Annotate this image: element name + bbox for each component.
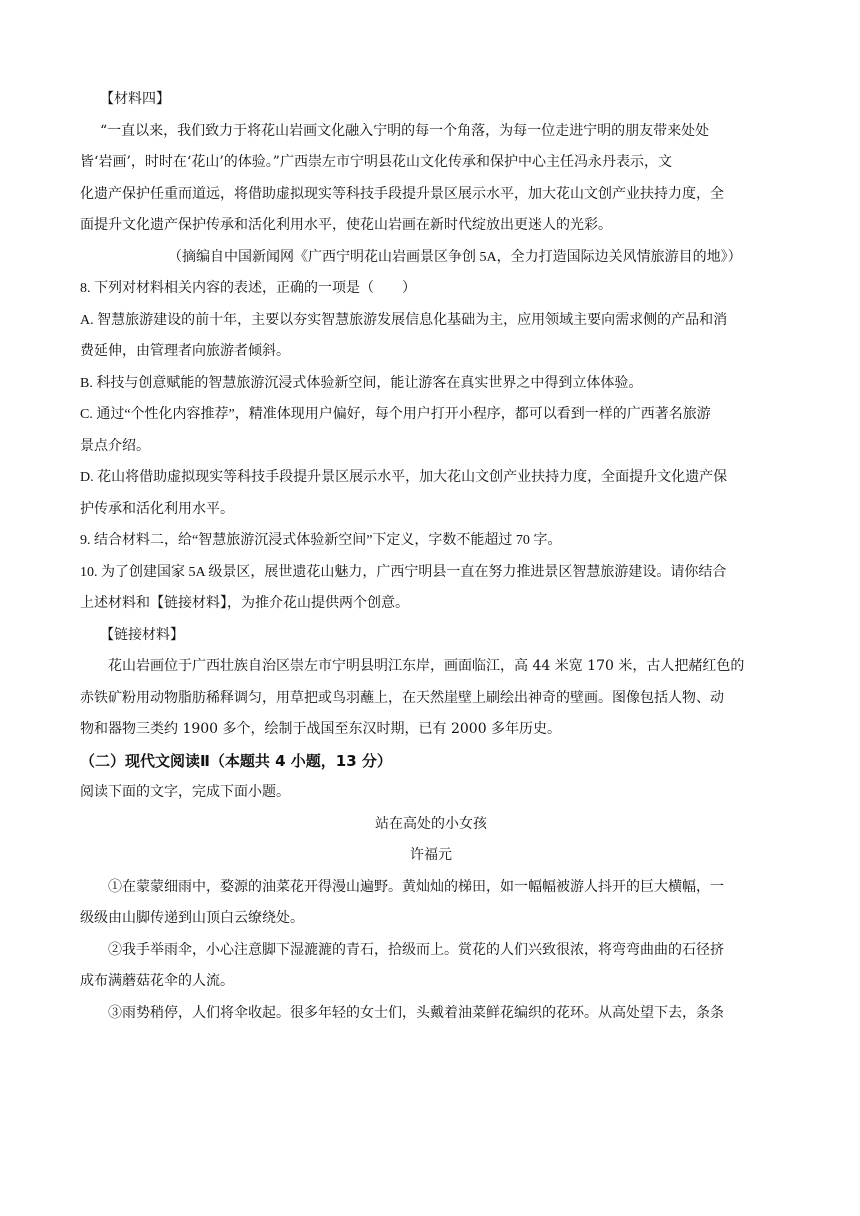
story-paragraph-2-line-1: ②我手举雨伞，小心注意脚下湿漉漉的青石，拾级而上。赏花的人们兴致很浓，将弯弯曲曲的石径挤 [108,941,724,958]
story-paragraph-1-line-1: ①在蒙蒙细雨中，婺源的油菜花开得漫山遍野。黄灿灿的梯田，如一幅幅被游人抖开的巨大横幅，一 [108,878,724,895]
question-9: 9. 结合材料二，给“智慧旅游沉浸式体验新空间”下定义，字数不能超过 70 字。 [80,533,562,548]
story-title: 站在高处的小女孩 [375,815,487,832]
question-8-option-c-line-1: C. 通过“个性化内容推荐”，精准体现用户偏好，每个用户打开小程序，都可以看到一样的广西著名旅游 [80,407,711,422]
section-title: （二）现代文阅读Ⅱ（本题共 4 小题，13 分） [80,751,392,770]
question-8-option-a-line-1: A. 智慧旅游建设的前十年，主要以夯实智慧旅游发展信息化基础为主，应用领域主要向需求侧的产品和消 [80,312,728,328]
question-8-stem: 8. 下列对材料相关内容的表述，正确的一项是（ ） [80,281,416,296]
question-10-line-1: 10. 为了创建国家 5A 级景区，展世遗花山魅力，广西宁明县一直在努力推进景区智慧旅游建设。请你结合 [80,564,727,580]
question-8-option-c-line-2: 景点介绍。 [80,438,150,454]
material4-source: （摘编自中国新闻网《广西宁明花山岩画景区争创 5A，全力打造国际边关风情旅游目的地》） [168,249,742,265]
question-8-option-d-line-2: 护传承和活化利用水平。 [80,501,234,517]
document-page [80,84,782,1029]
story-paragraph-3-line-1: ③雨势稍停，人们将伞收起。很多年轻的女士们，头戴着油菜鲜花编织的花环。从高处望下去，条条 [108,1004,724,1021]
link-material-line-2: 赤铁矿粉用动物脂肪稀释调匀，用草把或鸟羽蘸上，在天然崖壁上刷绘出神奇的壁画。图像包括人物、动 [80,689,724,706]
material4-line-2: 皆‘岩画’，时时在‘花山’的体验。”广西崇左市宁明县花山文化传承和保护中心主任冯永丹表示，文 [80,154,672,170]
link-material-line-1: 花山岩画位于广西壮族自治区崇左市宁明县明江东岸，画面临江，高 44 米宽 170 米，古人把赭红色的 [108,658,745,674]
question-8-option-d-line-1: D. 花山将借助虚拟现实等科技手段提升景区展示水平，加大花山文创产业扶持力度，全面提升文化遗产保 [80,470,728,485]
section-instruction: 阅读下面的文字，完成下面小题。 [80,784,290,800]
question-10-line-2: 上述材料和【链接材料】，为推介花山提供两个创意。 [80,596,409,611]
link-material-line-3: 物和器物三类约 1900 多个，绘制于战国至东汉时期，已有 2000 多年历史。 [80,721,562,737]
material4-line-4: 面提升文化遗产保护传承和活化利用水平，使花山岩画在新时代绽放出更迷人的光彩。 [80,217,612,233]
story-paragraph-1-line-2: 级级由山脚传递到山顶白云缭绕处。 [80,910,304,926]
question-8-option-b: B. 科技与创意赋能的智慧旅游沉浸式体验新空间，能让游客在真实世界之中得到立体体验。 [80,375,643,391]
link-material-heading: 【链接材料】 [100,626,184,643]
story-paragraph-2-line-2: 成布满蘑菇花伞的人流。 [80,973,234,989]
material4-line-3: 化遗产保护任重而道远，将借助虚拟现实等科技手段提升景区展示水平，加大花山文创产业扶持力度，全 [80,185,724,202]
story-author: 许福元 [410,847,452,863]
question-8-option-a-line-2: 费延伸，由管理者向旅游者倾斜。 [80,344,290,359]
material4-heading: 【材料四】 [100,91,170,107]
material4-line-1: “一直以来，我们致力于将花山岩画文化融入宁明的每一个角落，为每一位走进宁明的朋友带来处处 [100,122,710,139]
